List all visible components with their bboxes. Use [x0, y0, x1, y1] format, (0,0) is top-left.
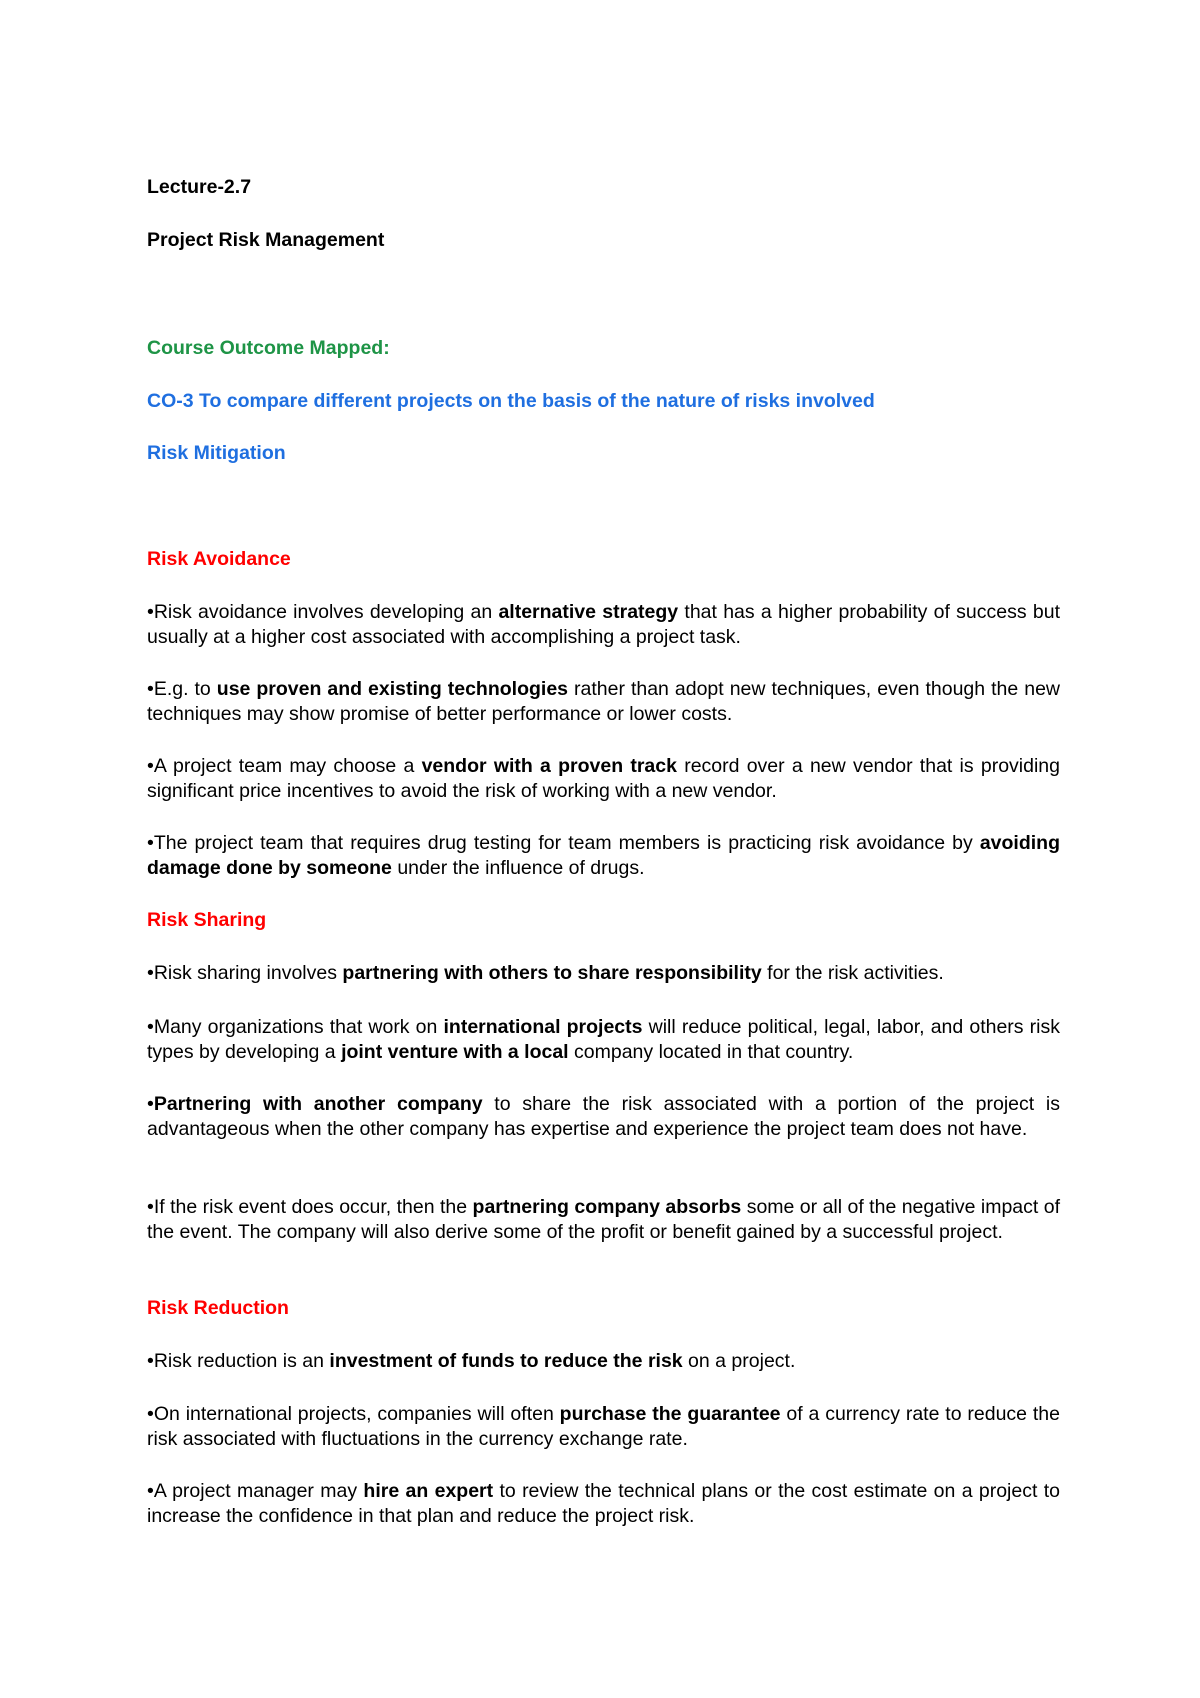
risk-sharing-heading: Risk Sharing — [147, 909, 267, 931]
risk-reduction-heading: Risk Reduction — [147, 1297, 289, 1319]
course-outcome-label: Course Outcome Mapped: — [147, 337, 390, 359]
sharing-paragraph-3: •Partnering with another company to share the risk associated with a portion of the project is advantageous when the other company has expertise and experience the project team does not have. — [147, 1093, 1060, 1140]
avoidance-paragraph-4: •The project team that requires drug testing for team members is practicing risk avoidance by avoiding damage done by someone under the influence of drugs. — [147, 832, 1060, 879]
course-outcome-text: CO-3 To compare different projects on the basis of the nature of risks involved — [147, 390, 875, 412]
sharing-paragraph-4: •If the risk event does occur, then the partnering company absorbs some or all of the negative impact of the event. The company will also derive some of the profit or benefit gained by a successful project. — [147, 1196, 1060, 1243]
avoidance-paragraph-3: •A project team may choose a vendor with a proven track record over a new vendor that is providing significant price incentives to avoid the risk of working with a new vendor. — [147, 755, 1060, 802]
reduction-paragraph-2: •On international projects, companies will often purchase the guarantee of a currency rate to reduce the risk associated with fluctuations in the currency exchange rate. — [147, 1403, 1060, 1450]
lecture-number: Lecture-2.7 — [147, 176, 252, 198]
avoidance-paragraph-1: •Risk avoidance involves developing an alternative strategy that has a higher probability of success but usually at a higher cost associated with accomplishing a project task. — [147, 601, 1060, 648]
sharing-paragraph-1: •Risk sharing involves partnering with others to share responsibility for the risk activities. — [147, 962, 944, 984]
reduction-paragraph-3: •A project manager may hire an expert to review the technical plans or the cost estimate on a project to increase the confidence in that plan and reduce the project risk. — [147, 1480, 1060, 1527]
avoidance-paragraph-2: •E.g. to use proven and existing technologies rather than adopt new techniques, even though the new techniques may show promise of better performance or lower costs. — [147, 678, 1060, 725]
page-title: Project Risk Management — [147, 229, 385, 251]
risk-mitigation-heading: Risk Mitigation — [147, 442, 286, 464]
risk-avoidance-heading: Risk Avoidance — [147, 548, 291, 570]
sharing-paragraph-2: •Many organizations that work on international projects will reduce political, legal, labor, and others risk types by developing a joint venture with a local company located in that country. — [147, 1016, 1060, 1063]
reduction-paragraph-1: •Risk reduction is an investment of funds to reduce the risk on a project. — [147, 1350, 796, 1372]
